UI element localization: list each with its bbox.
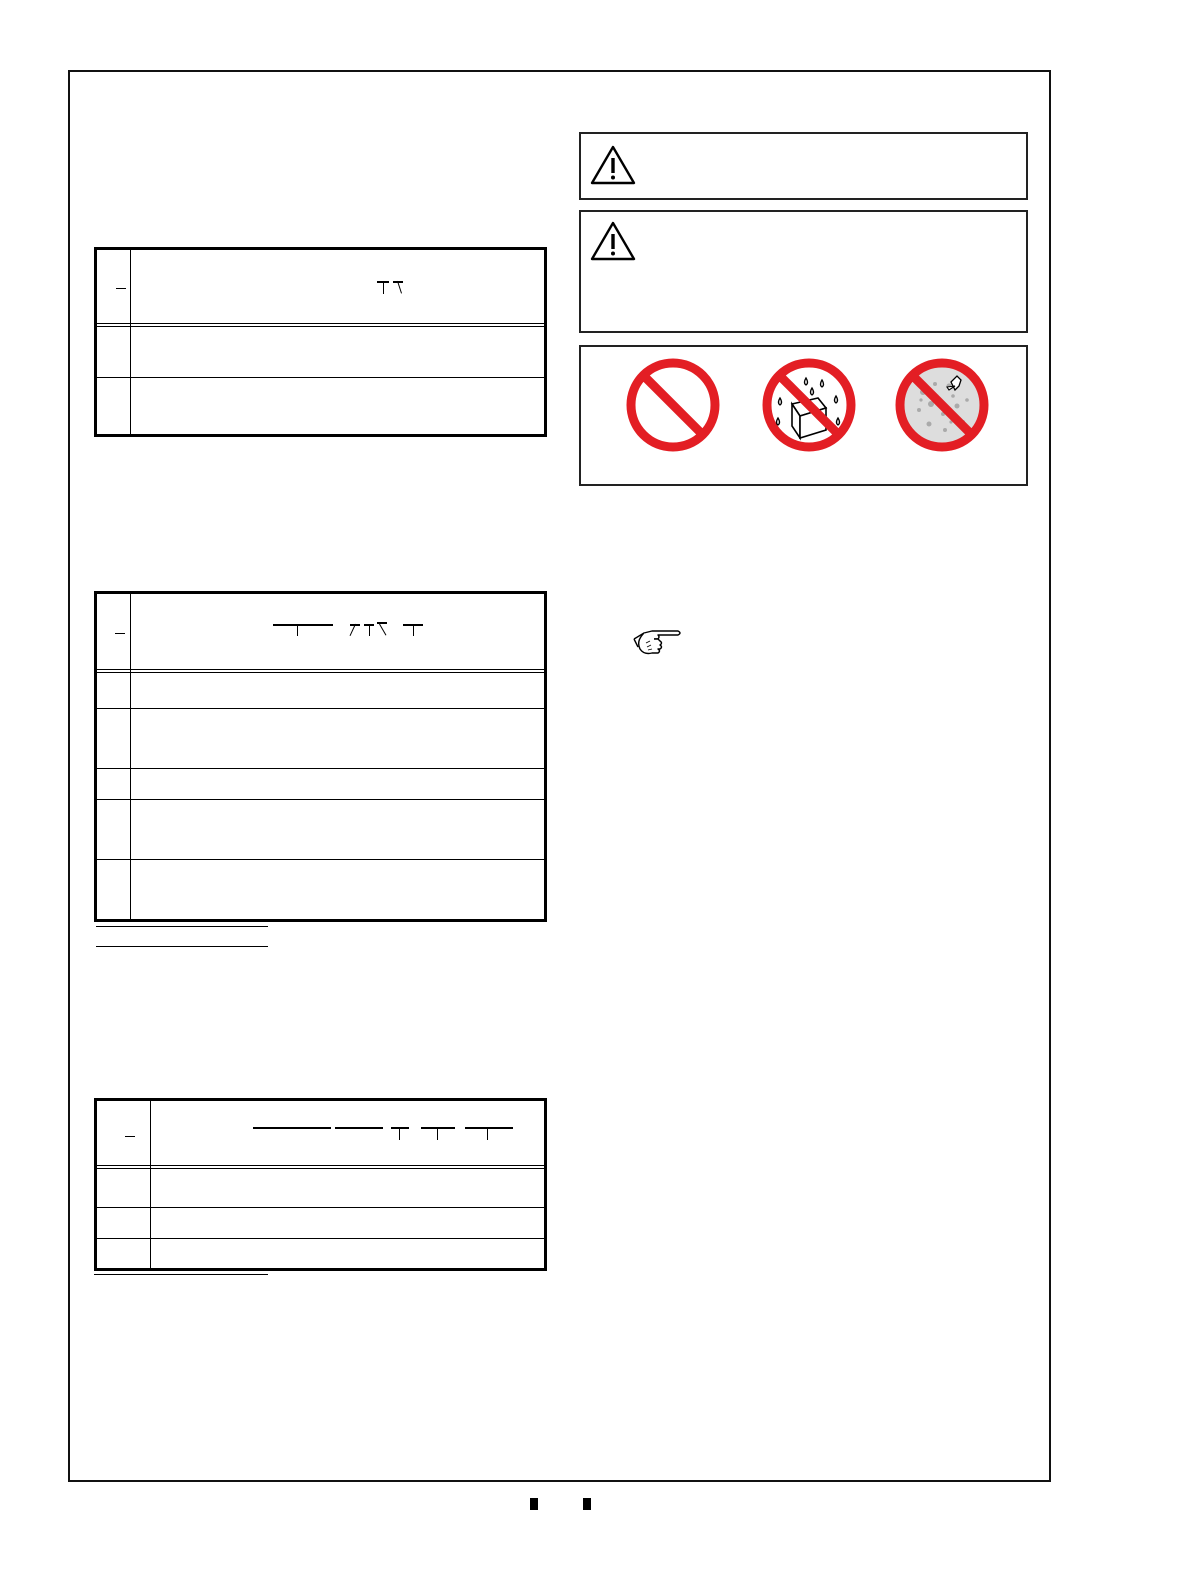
table-2-header-mark (413, 625, 414, 636)
warning-triangle-icon (589, 144, 637, 186)
table-2-row-divider (97, 859, 544, 860)
footer-mark-right (583, 1498, 591, 1510)
table-2-footnote-rule (96, 926, 268, 927)
table-2-footnote-rule (96, 946, 268, 947)
table-3-header-divider (97, 1165, 544, 1169)
table-2-row-divider (97, 799, 544, 800)
table-2-header-mark (350, 624, 360, 626)
table-2-row-divider (97, 768, 544, 769)
warning-box (579, 210, 1028, 333)
warning-triangle-icon (589, 220, 637, 262)
table-3-header-mark (399, 1128, 400, 1140)
table-3-header-mark (437, 1128, 438, 1140)
no-dust-icon (893, 356, 991, 454)
table-3-header-mark (421, 1127, 455, 1129)
table-3-header-mark (253, 1127, 331, 1129)
table-3-header-mark (487, 1128, 488, 1140)
table-3-header-mark (335, 1127, 383, 1129)
table-3-header-mark (391, 1127, 409, 1129)
table-1-header-divider (97, 323, 544, 327)
table-2 (94, 591, 547, 922)
table-3 (94, 1098, 547, 1271)
caution-box (579, 132, 1028, 200)
table-3-header-mark (125, 1136, 135, 1137)
table-2-column-divider (130, 594, 131, 919)
no-water-icon (760, 356, 858, 454)
table-3-row-divider (97, 1207, 544, 1208)
table-2-header-divider (97, 669, 544, 673)
table-1 (94, 247, 547, 437)
table-1-header-mark (116, 288, 126, 289)
footer-mark-left (530, 1498, 538, 1510)
table-2-header-mark (297, 625, 298, 636)
table-2-row-divider (97, 708, 544, 709)
prohibited-icon (624, 356, 722, 454)
table-1-row-divider (97, 377, 544, 378)
table-1-header-mark (383, 281, 384, 294)
pointing-hand-icon (632, 625, 684, 657)
table-2-header-mark (369, 625, 370, 636)
table-3-footnote-rule (94, 1274, 268, 1275)
table-2-header-mark (379, 624, 386, 636)
table-3-header-mark (465, 1127, 513, 1129)
table-2-header-mark (115, 633, 125, 634)
table-3-row-divider (97, 1238, 544, 1239)
table-3-column-divider (150, 1101, 151, 1268)
table-1-column-divider (130, 250, 131, 434)
prohibition-icons-box (579, 345, 1028, 486)
table-2-header-mark (273, 624, 333, 626)
